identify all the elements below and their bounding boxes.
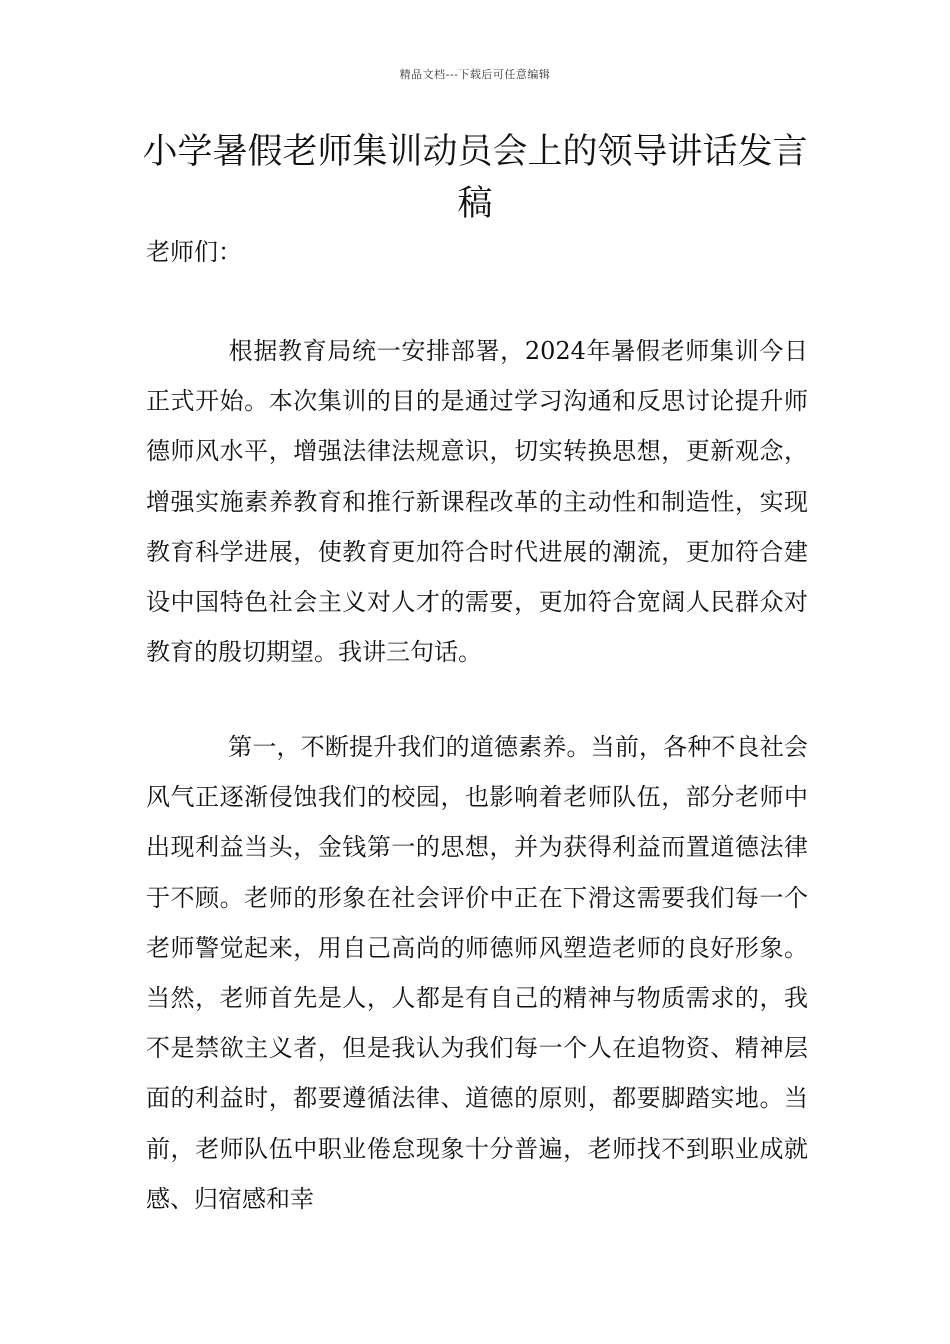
paragraph-text: 根据教育局统一安排部署，2024年暑假老师集训今日正式开始。本次集训的目的是通过学习沟通和反思讨论提升师德师风水平，增强法律法规意识，切实转换思想，更新观念，增强实施素养教育和推行新课程改革的主动性和制造性，实现教育科学进展，使教育更加符合时代进展的潮流，更加符合建设中国特色社会主义对人才的需要，更加符合宽阔人民群众对教育的殷切期望。我讲三句话。 (146, 337, 808, 667)
paragraph-text: 第一，不断提升我们的道德素养。当前，各种不良社会风气正逐渐侵蚀我们的校园，也影响着老师队伍，部分老师中出现利益当头，金钱第一的思想，并为获得利益而置道德法律于不顾。老师的形象在社会评价中正在下滑这需要我们每一个老师警觉起来，用自己高尚的师德师风塑造老师的良好形象。当然，老师首先是人，人都是有自己的精神与物质需求的，我不是禁欲主义者，但是我认为我们每一个人在追物资、精神层面的利益时，都要遵循法律、道德的原则，都要脚踏实地。当前，老师队伍中职业倦怠现象十分普遍，老师找不到职业成就感、归宿感和幸 (146, 733, 808, 1213)
salutation: 老师们： (146, 238, 242, 266)
body-paragraph (146, 722, 808, 1224)
page-title: 小学暑假老师集训动员会上的领导讲话发言稿 (142, 132, 808, 224)
header-note: 精品文档---下载后可任意编辑 (399, 68, 551, 81)
body-paragraph (146, 326, 808, 677)
